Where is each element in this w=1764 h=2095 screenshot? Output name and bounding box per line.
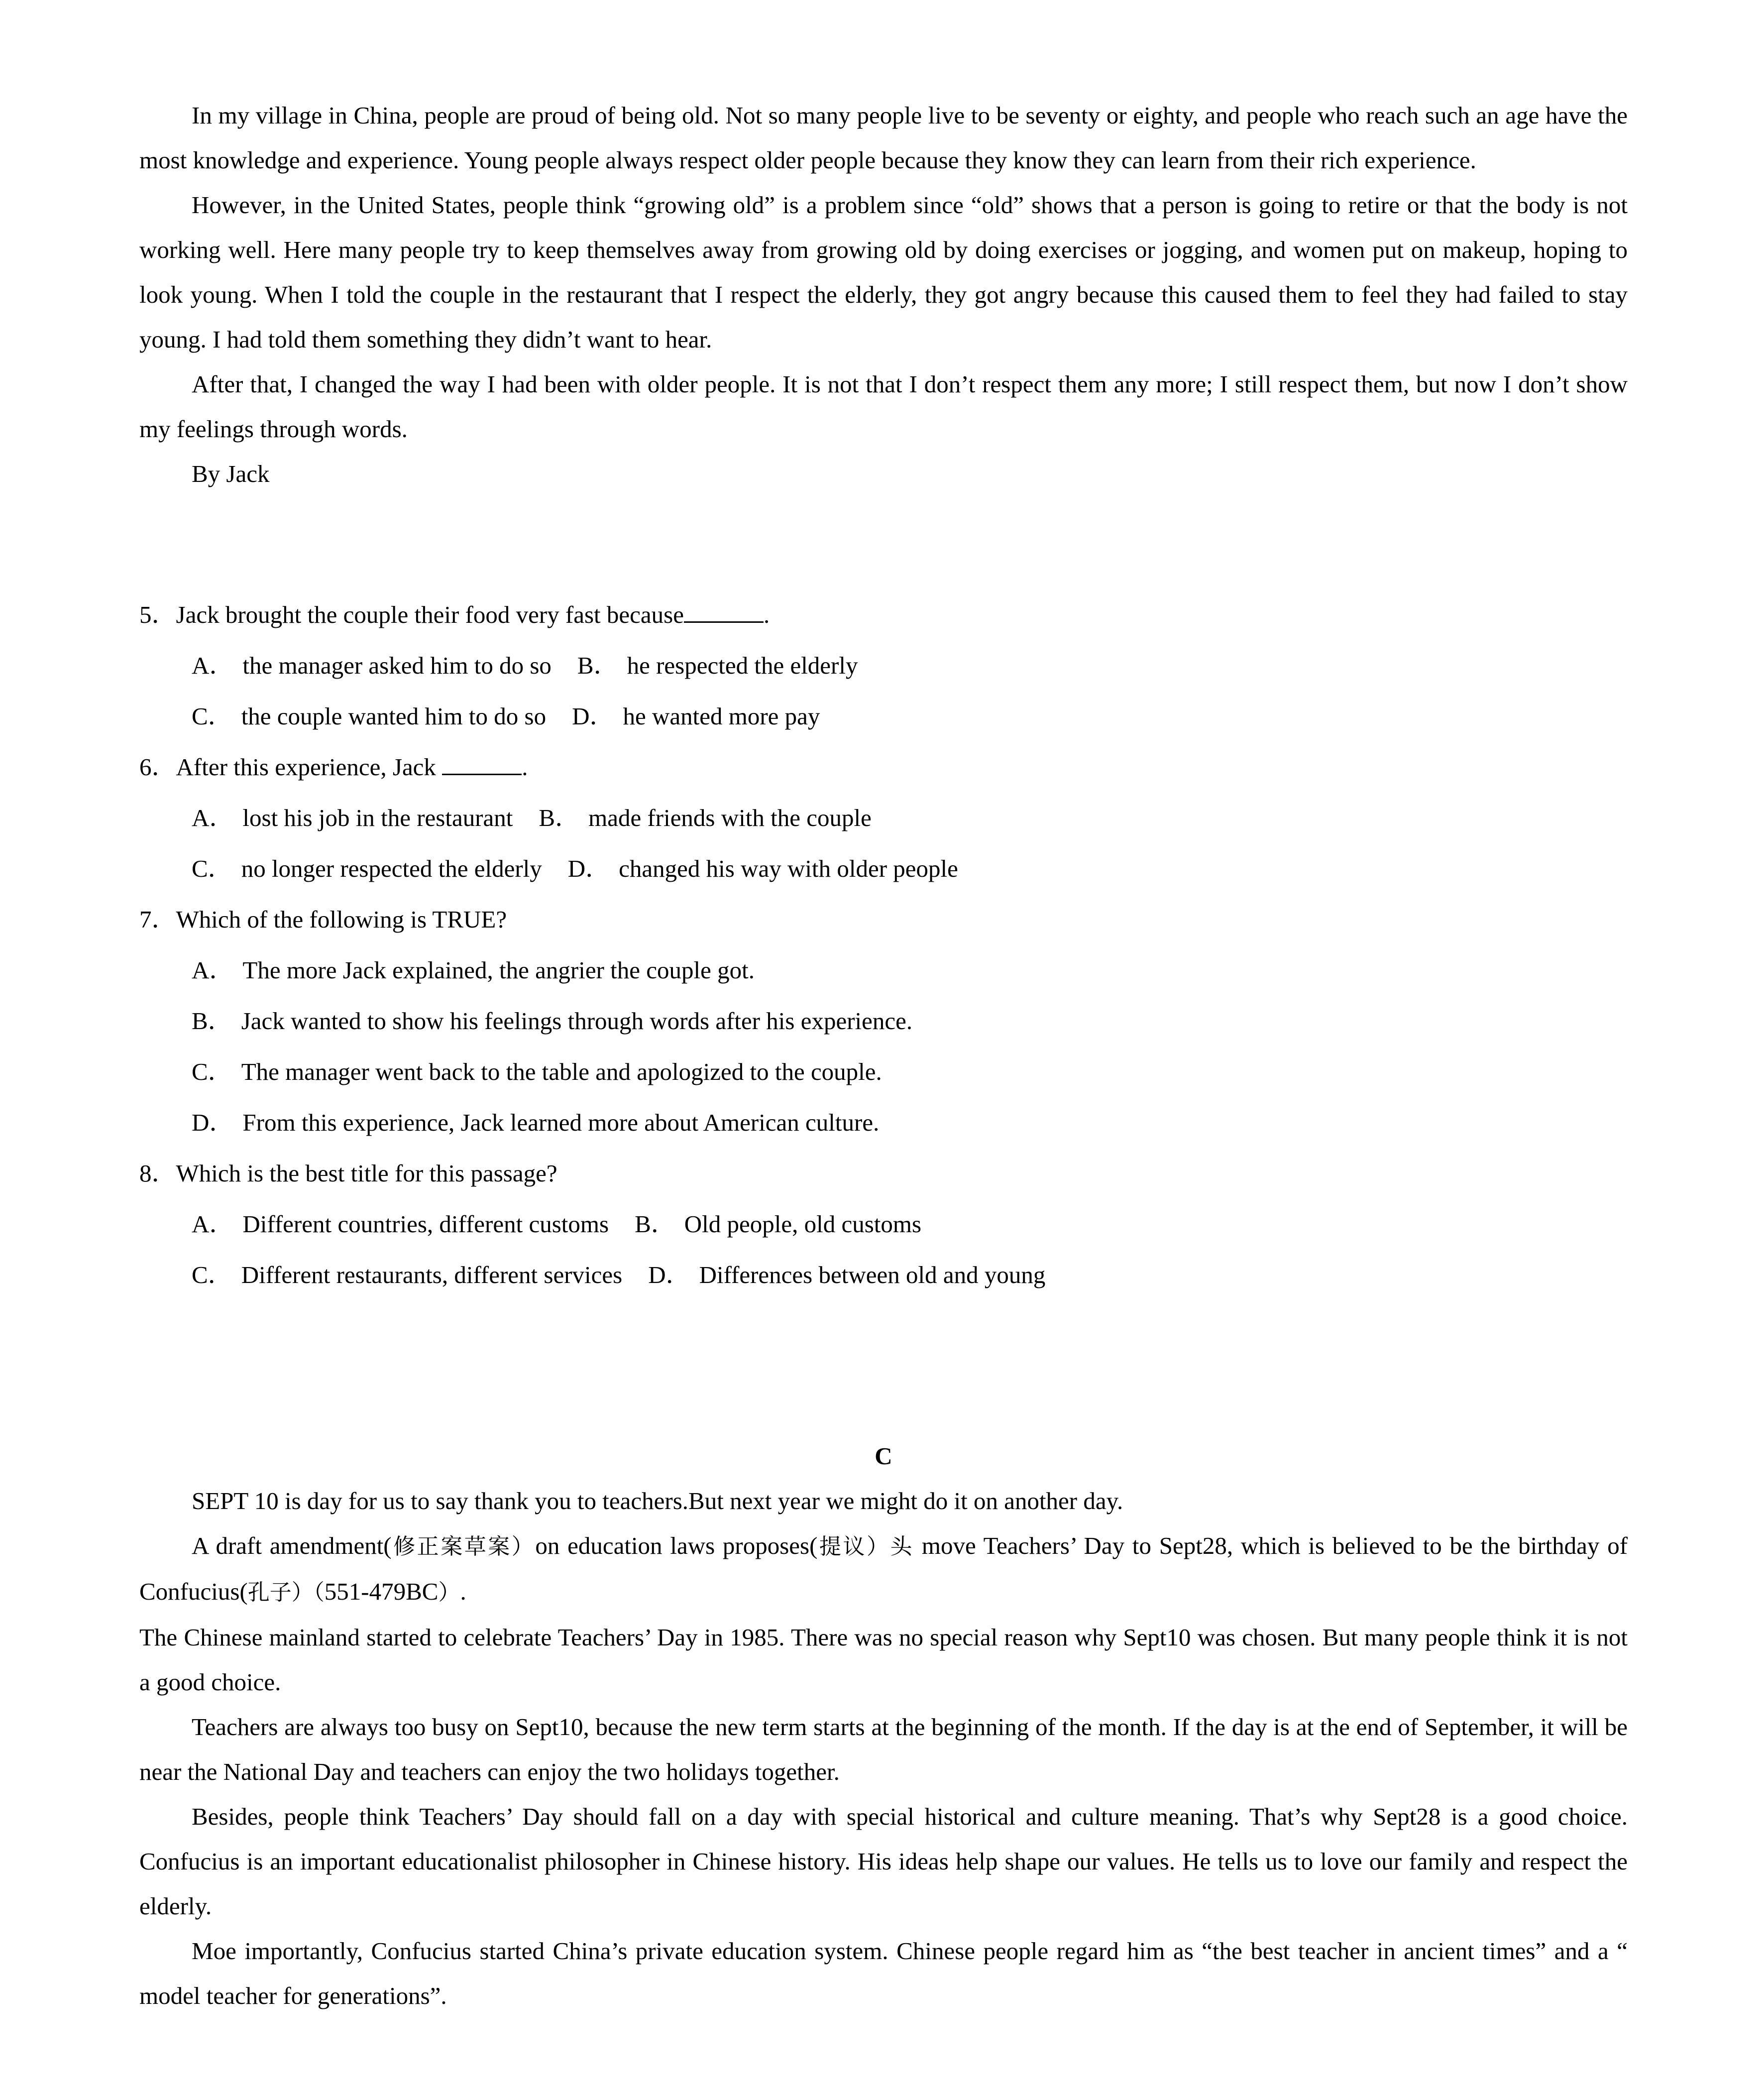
option-text: he respected the elderly	[627, 652, 858, 679]
option-text: Jack wanted to show his feelings through words after his experience.	[241, 1007, 913, 1035]
passage-c	[139, 1434, 1628, 2018]
answer-option[interactable]	[192, 643, 551, 688]
passage-c-paragraph-1: SEPT 10 is day for us to say thank you to teachers.But next year we might do it on another day.	[192, 1487, 1123, 1514]
option-text: From this experience, Jack learned more about American culture.	[242, 1109, 880, 1136]
option-text: changed his way with older people	[619, 855, 958, 882]
question-end-punctuation: .	[522, 753, 528, 781]
option-text: Differences between old and young	[699, 1261, 1046, 1288]
option-text: Different countries, different customs	[242, 1210, 609, 1238]
option-letter: B．	[577, 652, 618, 679]
option-letter: D．	[572, 702, 614, 730]
answer-option[interactable]	[192, 1253, 622, 1297]
passage-c-paragraph-6: Moe importantly, Confucius started China’s private education system. Chinese people regard him as “the best teacher in ancient times” and a “ model teacher for generations”.	[139, 1937, 1628, 2009]
question-stem	[139, 592, 1628, 643]
answer-option[interactable]	[192, 1049, 882, 1094]
passage-c-paragraph-2	[139, 1523, 1628, 1615]
question-end-punctuation: .	[763, 601, 770, 628]
option-text: Old people, old customs	[684, 1210, 922, 1238]
text-segment: 551-479BC	[324, 1578, 439, 1605]
option-row	[139, 1202, 1628, 1253]
option-row	[139, 796, 1628, 846]
question-number: 5．	[139, 601, 176, 628]
passage-c-paragraph-5: Besides, people think Teachers’ Day should fall on a day with special historical and culture meaning. That’s why Sept28 is a good choice. Confucius is an important educationalist philosopher in Chinese history. His ideas help shape our values. He tells us to love our family and respect the elderly.	[139, 1803, 1628, 1920]
question-text: Which is the best title for this passage?	[176, 1160, 557, 1187]
answer-option[interactable]	[635, 1202, 921, 1247]
option-letter: B．	[192, 1007, 232, 1035]
option-text: he wanted more pay	[623, 702, 820, 730]
option-row	[139, 643, 1628, 694]
option-letter: D．	[648, 1261, 690, 1288]
question-text: After this experience, Jack	[176, 753, 442, 781]
option-text: The manager went back to the table and apologized to the couple.	[241, 1058, 882, 1085]
option-letter: C．	[192, 1058, 232, 1085]
option-letter: C．	[192, 702, 232, 730]
option-letter: C．	[192, 855, 232, 882]
answer-option[interactable]	[192, 796, 513, 840]
question-text: Which of the following is TRUE?	[176, 906, 507, 933]
answer-option[interactable]	[192, 948, 755, 993]
answer-option[interactable]	[192, 846, 542, 891]
option-letter: B．	[539, 804, 580, 831]
option-text: The more Jack explained, the angrier the couple got.	[242, 956, 755, 984]
chinese-gloss: ）	[438, 1580, 460, 1605]
answer-option[interactable]	[192, 694, 546, 739]
option-text: made friends with the couple	[588, 804, 872, 831]
answer-option[interactable]	[192, 1202, 609, 1247]
answer-option[interactable]	[572, 694, 820, 739]
passage-c-paragraph-3: The Chinese mainland started to celebrate Teachers’ Day in 1985. There was no special reason why Sept10 was chosen. But many people think it is not a good choice.	[139, 1624, 1628, 1696]
passage-b-paragraph-1: In my village in China, people are proud of being old. Not so many people live to be seventy or eighty, and people who reach such an age have the most knowledge and experience. Young people always respect older people because they know they can learn from their rich experience.	[139, 102, 1628, 174]
question-number: 8．	[139, 1160, 176, 1187]
answer-option[interactable]	[648, 1253, 1045, 1297]
option-text: the couple wanted him to do so	[241, 702, 547, 730]
question-text: Jack brought the couple their food very fast because	[176, 601, 684, 628]
question-stem	[139, 897, 1628, 948]
answer-blank[interactable]	[684, 601, 764, 623]
option-letter: C．	[192, 1261, 232, 1288]
question-number: 7．	[139, 906, 176, 933]
option-letter: A．	[192, 1210, 234, 1238]
question-list	[139, 592, 1628, 1303]
text-segment: .	[460, 1578, 466, 1605]
question-number: 6．	[139, 753, 176, 781]
passage-c-paragraph-4: Teachers are always too busy on Sept10, because the new term starts at the beginning of the month. If the day is at the end of September, it will be near the National Day and teachers can enjoy the two holidays together.	[139, 1713, 1628, 1785]
option-row	[139, 846, 1628, 897]
question-stem	[139, 1151, 1628, 1202]
section-heading: C	[875, 1442, 892, 1470]
option-row	[139, 1253, 1628, 1303]
answer-option[interactable]	[577, 643, 858, 688]
option-text: lost his job in the restaurant	[242, 804, 513, 831]
answer-option[interactable]	[192, 999, 912, 1044]
passage-b	[139, 93, 1628, 496]
option-text: the manager asked him to do so	[242, 652, 551, 679]
option-row	[139, 694, 1628, 745]
text-segment: move Teachers’ Day to Sept28, which is believed to be the birthday of Confucius(	[139, 1532, 1628, 1605]
answer-option[interactable]	[192, 1100, 879, 1145]
option-letter: A．	[192, 804, 234, 831]
text-segment: on education laws proposes(	[535, 1532, 818, 1559]
option-text: no longer respected the elderly	[241, 855, 542, 882]
option-row	[139, 1049, 1628, 1100]
chinese-gloss: 修正案草案）	[391, 1534, 536, 1559]
chinese-gloss: 提议）头	[817, 1534, 914, 1559]
answer-option[interactable]	[539, 796, 871, 840]
option-letter: D．	[567, 855, 610, 882]
option-letter: D．	[192, 1109, 234, 1136]
option-letter: A．	[192, 652, 234, 679]
text-segment: A draft amendment(	[192, 1532, 392, 1559]
passage-b-paragraph-2: However, in the United States, people think “growing old” is a problem since “old” shows that a person is going to retire or that the body is not working well. Here many people try to keep themselves away from growing old by doing exercises or jogging, and women put on makeup, hoping to look young. When I told the couple in the restaurant that I respect the elderly, they got angry because this caused them to feel they had failed to stay young. I had told them something they didn’t want to hear.	[139, 191, 1628, 353]
option-row	[139, 999, 1628, 1049]
option-text: Different restaurants, different services	[241, 1261, 623, 1288]
author-signature: By Jack	[192, 460, 270, 487]
option-letter: B．	[635, 1210, 675, 1238]
answer-option[interactable]	[568, 846, 958, 891]
passage-b-paragraph-3: After that, I changed the way I had been with older people. It is not that I don’t respect them any more; I still respect them, but now I don’t show my feelings through words.	[139, 370, 1628, 443]
chinese-gloss: 孔子）（	[247, 1580, 325, 1605]
option-row	[139, 948, 1628, 999]
option-letter: A．	[192, 956, 234, 984]
answer-blank[interactable]	[442, 754, 522, 775]
option-row	[139, 1100, 1628, 1151]
question-stem	[139, 745, 1628, 796]
